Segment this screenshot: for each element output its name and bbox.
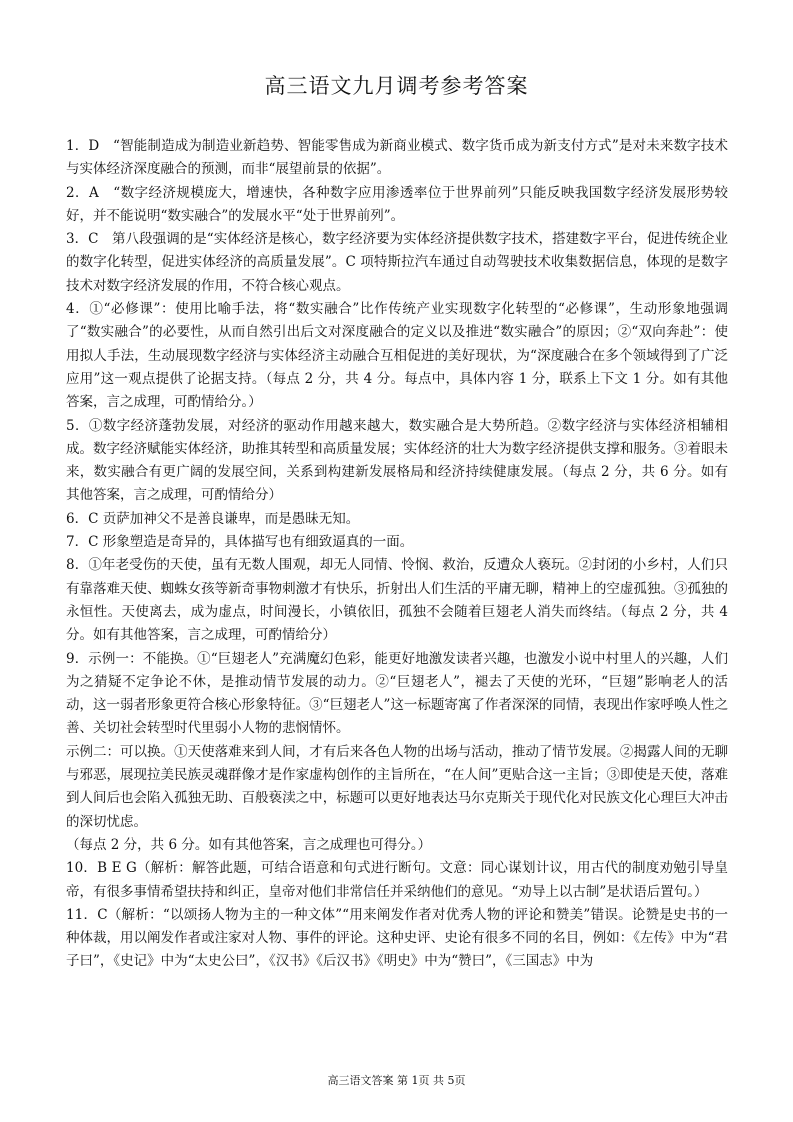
answer-paragraph: 5．①数字经济蓬勃发展，对经济的驱动作用越来越大，数实融合是大势所趋。②数字经济与实体经济相辅相成。数字经济赋能实体经济，助推其转型和高质量发展；实体经济的壮大为数字经济提供支撑和服务。③着眼未来，数实融合有更广阔的发展空间，关系到构建新发展格局和经济持续健康发展。（每点 2 分，共 6 分。如有其他答案，言之成理，可酌情给分） [66,417,728,504]
page-footer: 高三语文答案 第 1页 共 5页 [327,1074,466,1087]
answer-paragraph: 11．C（解析：“以颂扬人物为主的一种文体”“用来阐发作者对优秀人物的评论和赞美”错误。论赞是史书的一种体裁，用以阐发作者或注家对人物、事件的评论。这种史评、史论有很多不同的名目，例如：《左传》中为“君子曰”，《史记》中为“太史公曰”，《汉书》《后汉书》《明史》中为“赞曰”，《三国志》中为 [66,906,728,970]
answer-paragraph: 7．C 形象塑造是奇异的，具体描写也有细致逼真的一面。 [66,534,414,551]
answer-paragraph: 8．①年老受伤的天使，虽有无数人围观，却无人同情、怜悯、救治，反遭众人亵玩。②封闭的小乡村，人们只有靠落难天使、蜘蛛女孩等新奇事物刺激才有快乐，折射出人们生活的平庸无聊，精神上的空虚孤独。③孤独的永恒性。天使离去，成为虚点，时间漫长，小镇依旧，孤独不会随着巨翅老人消失而终结。（每点 2 分，共 4 分。如有其他答案，言之成理，可酌情给分） [66,557,728,644]
page-title: 高三语文九月调考参考答案 [264,74,529,98]
answer-paragraph: 10．B E G（解析：解答此题，可结合语意和句式进行断句。文意：同心谋划计议，用古代的制度劝勉引导皇帝，有很多事情希望扶持和纠正，皇帝对他们非常信任并采纳他们的意见。“劝导上以古制”是状语后置句。） [66,860,728,900]
answer-paragraph: 3．C 第八段强调的是“实体经济是核心，数字经济要为实体经济提供数字技术，搭建数字平台，促进传统企业的数字化转型，促进实体经济的高质量发展”。C 项特斯拉汽车通过自动驾驶技术收集数据信息，体现的是数字技术对数字经济发展的作用，不符合核心观点。 [66,231,728,294]
answer-body [66,135,728,974]
answer-paragraph: 2．A “数字经济规模庞大，增速快，各种数字应用渗透率位于世界前列”只能反映我国数字经济发展形势较好，并不能说明“数实融合”的发展水平“处于世界前列”。 [66,184,728,224]
answer-paragraph: 6．C 贡萨加神父不是善良谦卑，而是愚昧无知。 [66,510,360,527]
answer-paragraph: 1．D “智能制造成为制造业新趋势、智能零售成为新商业模式、数字货币成为新支付方式”是对未来数字技术与实体经济深度融合的预测，而非“展望前景的依据”。 [66,138,728,178]
answer-paragraph: （每点 2 分，共 6 分。如有其他答案，言之成理也可得分。） [66,836,432,853]
answer-paragraph: 示例二：可以换。①天使落难来到人间，才有后来各色人物的出场与活动，推动了情节发展。②揭露人间的无聊与邪恶，展现拉美民族灵魂群像才是作家虚构创作的主旨所在，“在人间”更贴合这一主旨；③即使是天使，落难到人间后也会陷入孤独无助、百般亵渎之中，标题可以更好地表达马尔克斯关于现代化对民族文化心理巨大冲击的深切忧虑。 [66,743,728,830]
answer-paragraph: 4．①“必修课”：使用比喻手法，将“数实融合”比作传统产业实现数字化转型的“必修课”，生动形象地强调了“数实融合”的必要性，从而自然引出后文对深度融合的定义以及推进“数实融合”的原因；②“双向奔赴”：使用拟人手法，生动展现数字经济与实体经济主动融合互相促进的美好现状，为“深度融合在多个领域得到了广泛应用”这一观点提供了论据支持。（每点 2 分，共 4 分。每点中，具体内容 1 分，联系上下文 1 分。如有其他答案，言之成理，可酌情给分。） [66,301,728,411]
answer-paragraph: 9．示例一：不能换。①“巨翅老人”充满魔幻色彩，能更好地激发读者兴趣，也激发小说中村里人的兴趣，人们为之猜疑不定争论不休，是推动情节发展的动力。②“巨翅老人”，褪去了天使的光环，“巨翅”影响老人的活动，这一弱者形象更符合核心形象特征。③“巨翅老人”这一标题寄寓了作者深深的同情，表现出作家呼唤人性之善、关切社会转型时代里弱小人物的悲悯情怀。 [66,650,728,737]
